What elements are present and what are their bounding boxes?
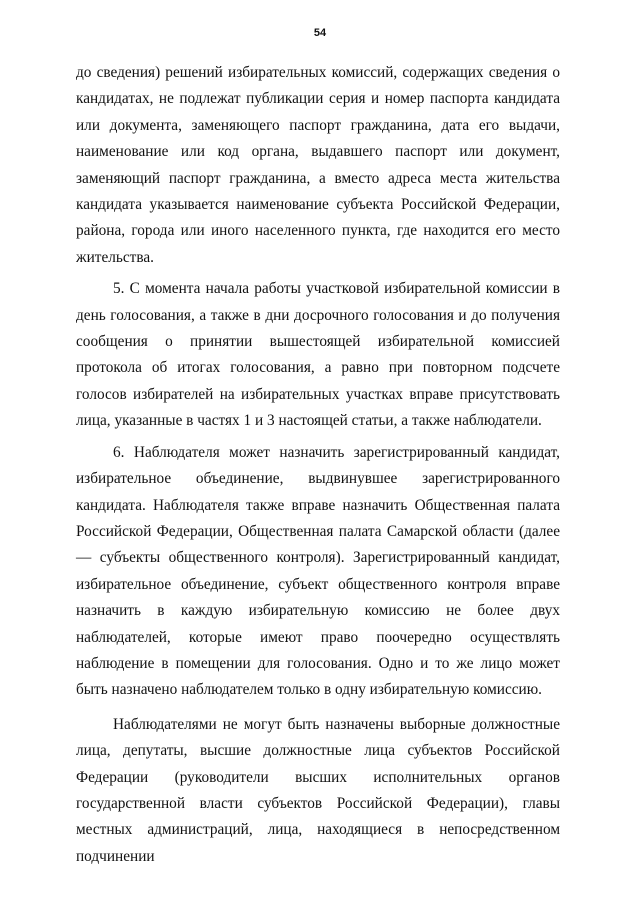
page-number: 54 xyxy=(313,27,327,39)
body-text xyxy=(76,60,560,875)
paragraph-continued: до сведения) решений избирательных комиссий, содержащих сведения о кандидатах, не подлежат публикации серия и номер паспорта кандидата или документа, заменяющего паспорт гражданина, дата его выдачи, наименование или код органа, выдавшего паспорт или документ, заменяющий паспорт гражданина, а вместо адреса места жительства кандидата указывается наименование субъекта Российской Федерации, района, города или иного населенного пункта, где находится его место жительства. xyxy=(76,64,560,266)
paragraph-part-5: 5. С момента начала работы участковой избирательной комиссии в день голосования, а также в дни досрочного голосования и до получения сообщения о принятии вышестоящей избирательной комиссией протокола об итогах голосования, а равно при повторном подсчете голосов избирателей на избирательных участках вправе присутствовать лица, указанные в частях 1 и 3 настоящей статьи, а также наблюдатели. xyxy=(76,280,560,430)
paragraph-observers-restrictions: Наблюдателями не могут быть назначены выборные должностные лица, депутаты, высшие должностные лица субъектов Российской Федерации (руководители высших исполнительных органов государственной власти субъектов Российской Федерации), главы местных администраций, лица, находящиеся в непосредственном подчинении xyxy=(76,715,560,865)
paragraph-part-6: 6. Наблюдателя может назначить зарегистрированный кандидат, избирательное объединение, выдвинувшее зарегистрированного кандидата. Наблюдателя также вправе назначить Общественная палата Российской Федерации, Общественная палата Самарской области (далее — субъекты общественного контроля). Зарегистрированный кандидат, избирательное объединение, субъект общественного контроля вправе назначить в каждую избирательную комиссию не более двух наблюдателей, которые имеют право поочередно осуществлять наблюдение в помещении для голосования. Одно и то же лицо может быть назначено наблюдателем только в одну избирательную комиссию. xyxy=(76,443,560,699)
